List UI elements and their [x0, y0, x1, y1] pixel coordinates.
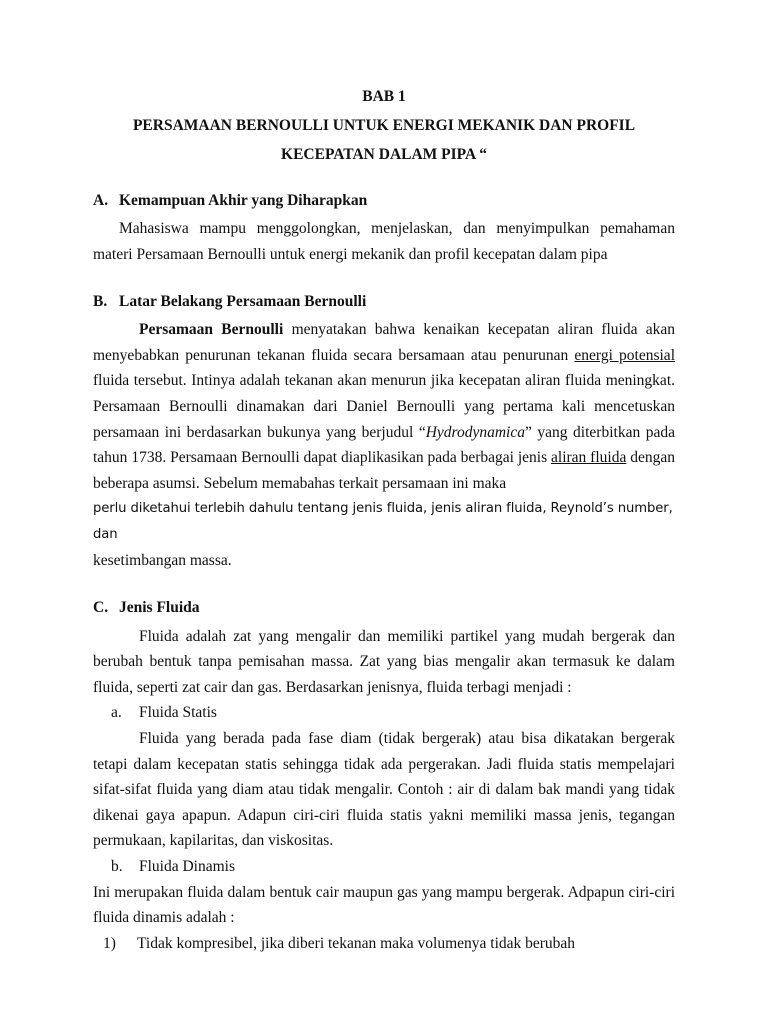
- section-b-text-2: fluida tersebut. Intinya adalah tekanan akan menurun jika kecepatan aliran fluida meningkat. Persamaan Bernoulli dinamakan dari Daniel Bernoulli yang pertama kali mencetuskan persamaan ini berdasarkan bukunya yang berjudul “: [93, 372, 675, 441]
- sub-a-label: a.: [111, 704, 122, 722]
- section-b-text-3: ” yang diterbitkan pada tahun 1738. Persamaan Bernoulli dapat diaplikasikan pada berbagai jenis: [93, 423, 675, 467]
- document-content: [93, 84, 675, 956]
- section-c-number: C.: [93, 599, 109, 617]
- sub-b-title: Fluida Dinamis: [139, 858, 236, 876]
- section-a-body: Mahasiswa mampu menggolongkan, menjelaskan, dan menyimpulkan pemahaman materi Persamaan Bernoulli untuk energi mekanik dan profil kecepatan dalam pipa: [93, 220, 675, 263]
- list-item: [103, 931, 675, 957]
- sub-b-label: b.: [111, 858, 123, 876]
- bernoulli-term: Persamaan Bernoulli: [139, 321, 284, 339]
- chapter-label: BAB 1: [362, 88, 406, 105]
- sub-a-title: Fluida Statis: [139, 704, 217, 722]
- sub-a-body: Fluida yang berada pada fase diam (tidak bergerak) atau bisa dikatakan bergerak tetapi dalam kecepatan statis sehingga tidak ada pergerakan. Jadi fluida statis mempelajari sifat-sifat fluida yang diam atau tidak mengalir. Contoh : air di dalam bak mandi yang tidak dikenai gaya apapun. Adapun ciri-ciri fluida statis yakni memiliki massa jenis, tegangan permukaan, kapilaritas, dan viskositas.: [93, 730, 675, 850]
- section-b-line-sans: perlu diketahui terlebih dahulu tentang jenis fluida, jenis aliran fluida, Reynold’s number, dan: [93, 501, 673, 542]
- section-b-paragraph: [93, 317, 675, 496]
- section-b-text-4: dengan beberapa asumsi. Sebelum memabahas terkait persamaan ini maka: [93, 449, 675, 492]
- section-b-last-line: kesetimbangan massa.: [93, 551, 232, 569]
- section-a-heading: [93, 188, 675, 214]
- sub-a-heading: [111, 700, 675, 726]
- section-c-title: Jenis Fluida: [119, 599, 200, 617]
- title-line-2: KECEPATAN DALAM PIPA “: [281, 146, 487, 164]
- section-b-title: Latar Belakang Persamaan Bernoulli: [119, 292, 367, 310]
- list-item-label: 1): [103, 934, 116, 952]
- section-c-intro: Fluida adalah zat yang mengalir dan memiliki partikel yang mudah bergerak dan berubah bentuk tanpa pemisahan massa. Zat yang bias mengalir akan termasuk ke dalam fluida, seperti zat cair dan gas. Berdasarkan jenisnya, fluida terbagi menjadi :: [93, 627, 675, 696]
- section-a-number: A.: [93, 191, 109, 209]
- section-b-number: B.: [93, 292, 108, 310]
- aliran-fluida-link[interactable]: aliran fluida: [551, 449, 627, 467]
- section-b-heading: [93, 289, 675, 315]
- sub-b-body: Ini merupakan fluida dalam bentuk cair maupun gas yang mampu bergerak. Adpapun ciri-ciri fluida dinamis adalah :: [93, 883, 675, 927]
- section-b-text-1: menyatakan bahwa kenaikan kecepatan aliran fluida akan menyebabkan penurunan tekanan fluida secara bersamaan atau penurunan: [93, 321, 675, 364]
- section-a-title: Kemampuan Akhir yang Diharapkan: [119, 191, 368, 209]
- sub-b-heading: [111, 854, 675, 880]
- list-item-text: Tidak kompresibel, jika diberi tekanan maka volumenya tidak berubah: [137, 934, 576, 952]
- section-c-heading: [93, 595, 675, 621]
- title-line-1: PERSAMAAN BERNOULLI UNTUK ENERGI MEKANIK DAN PROFIL: [132, 116, 636, 134]
- energi-potensial-link[interactable]: energi potensial: [574, 346, 675, 364]
- book-title: Hydrodynamica: [425, 423, 525, 441]
